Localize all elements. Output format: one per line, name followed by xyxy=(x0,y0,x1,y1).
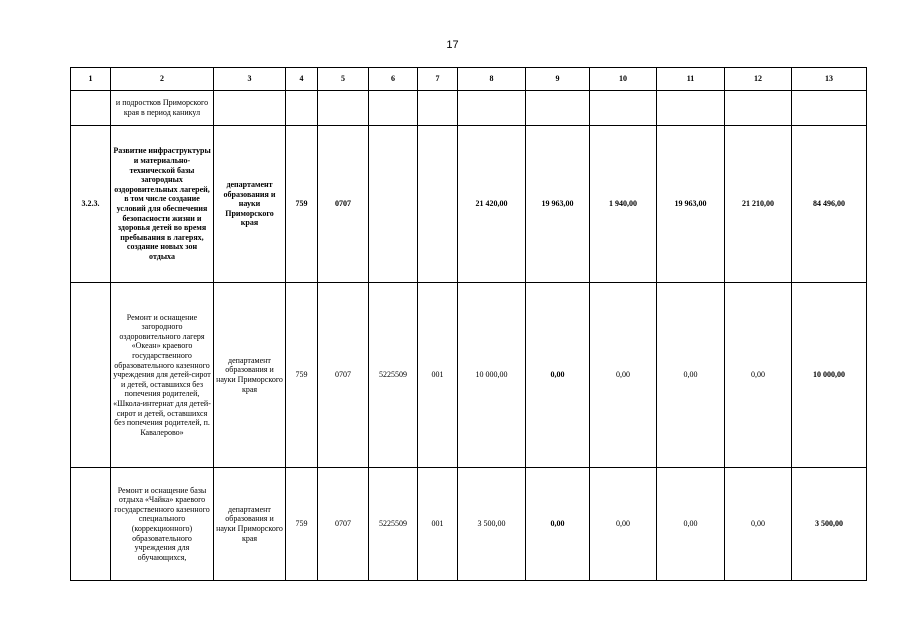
row-value-13 xyxy=(792,91,867,126)
row-grbs: 759 xyxy=(286,468,318,581)
column-header: 13 xyxy=(792,68,867,91)
row-value-10: 0,00 xyxy=(590,283,657,468)
row-value-12 xyxy=(725,91,792,126)
row-value-11: 0,00 xyxy=(657,468,725,581)
column-header: 7 xyxy=(418,68,458,91)
table-row xyxy=(71,468,867,581)
row-description: Развитие инфраструктуры и материально-технической базы загородных оздоровительных лагерей, в том числе создание условий для обеспечения безопасности жизни и здоровья детей во время пребывания в лагерях, создание новых зон отдыха xyxy=(111,126,214,283)
row-section: 0707 xyxy=(318,283,369,468)
row-grbs: 759 xyxy=(286,126,318,283)
column-header: 5 xyxy=(318,68,369,91)
row-department: департамент образования и науки Приморского края xyxy=(214,126,286,283)
row-value-8: 3 500,00 xyxy=(458,468,526,581)
row-department xyxy=(214,91,286,126)
row-value-9: 0,00 xyxy=(526,468,590,581)
table-row xyxy=(71,283,867,468)
table-row xyxy=(71,126,867,283)
row-value-13: 84 496,00 xyxy=(792,126,867,283)
row-grbs xyxy=(286,91,318,126)
row-value-12: 0,00 xyxy=(725,468,792,581)
row-number xyxy=(71,283,111,468)
row-number: 3.2.3. xyxy=(71,126,111,283)
row-description: и подростков Приморского края в период каникул xyxy=(111,91,214,126)
row-value-11 xyxy=(657,91,725,126)
row-description: Ремонт и оснащение базы отдыха «Чайка» краевого государственного казенного специального (коррекционного) образовательного учреждения для обучающихся, xyxy=(111,468,214,581)
row-section: 0707 xyxy=(318,126,369,283)
row-value-13: 3 500,00 xyxy=(792,468,867,581)
row-department: департамент образования и науки Приморского края xyxy=(214,283,286,468)
column-header: 11 xyxy=(657,68,725,91)
row-section xyxy=(318,91,369,126)
column-header: 8 xyxy=(458,68,526,91)
row-value-12: 0,00 xyxy=(725,283,792,468)
row-section: 0707 xyxy=(318,468,369,581)
row-value-10: 1 940,00 xyxy=(590,126,657,283)
table-header-row xyxy=(71,68,867,91)
table-row xyxy=(71,91,867,126)
column-header: 2 xyxy=(111,68,214,91)
row-type: 001 xyxy=(418,468,458,581)
row-number xyxy=(71,468,111,581)
row-department: департамент образования и науки Приморского края xyxy=(214,468,286,581)
row-description: Ремонт и оснащение загородного оздоровительного лагеря «Океан» краевого государственного образовательного казенного учреждения для детей-сирот и детей, оставшихся без попечения родителей, «Школа-интернат для детей-сирот и детей, оставшихся без попечения родителей, п. Кавалерово» xyxy=(111,283,214,468)
row-value-9 xyxy=(526,91,590,126)
row-value-8 xyxy=(458,91,526,126)
row-target xyxy=(369,91,418,126)
column-header: 1 xyxy=(71,68,111,91)
row-target xyxy=(369,126,418,283)
row-type xyxy=(418,91,458,126)
column-header: 12 xyxy=(725,68,792,91)
row-value-10: 0,00 xyxy=(590,468,657,581)
row-value-9: 0,00 xyxy=(526,283,590,468)
budget-table xyxy=(70,67,867,581)
row-value-11: 0,00 xyxy=(657,283,725,468)
row-value-12: 21 210,00 xyxy=(725,126,792,283)
row-grbs: 759 xyxy=(286,283,318,468)
column-header: 3 xyxy=(214,68,286,91)
row-value-13: 10 000,00 xyxy=(792,283,867,468)
row-target: 5225509 xyxy=(369,468,418,581)
row-value-10 xyxy=(590,91,657,126)
row-value-9: 19 963,00 xyxy=(526,126,590,283)
row-target: 5225509 xyxy=(369,283,418,468)
page-number: 17 xyxy=(446,39,459,51)
column-header: 6 xyxy=(369,68,418,91)
row-value-11: 19 963,00 xyxy=(657,126,725,283)
row-value-8: 10 000,00 xyxy=(458,283,526,468)
row-type: 001 xyxy=(418,283,458,468)
column-header: 4 xyxy=(286,68,318,91)
row-type xyxy=(418,126,458,283)
row-value-8: 21 420,00 xyxy=(458,126,526,283)
column-header: 10 xyxy=(590,68,657,91)
column-header: 9 xyxy=(526,68,590,91)
row-number xyxy=(71,91,111,126)
